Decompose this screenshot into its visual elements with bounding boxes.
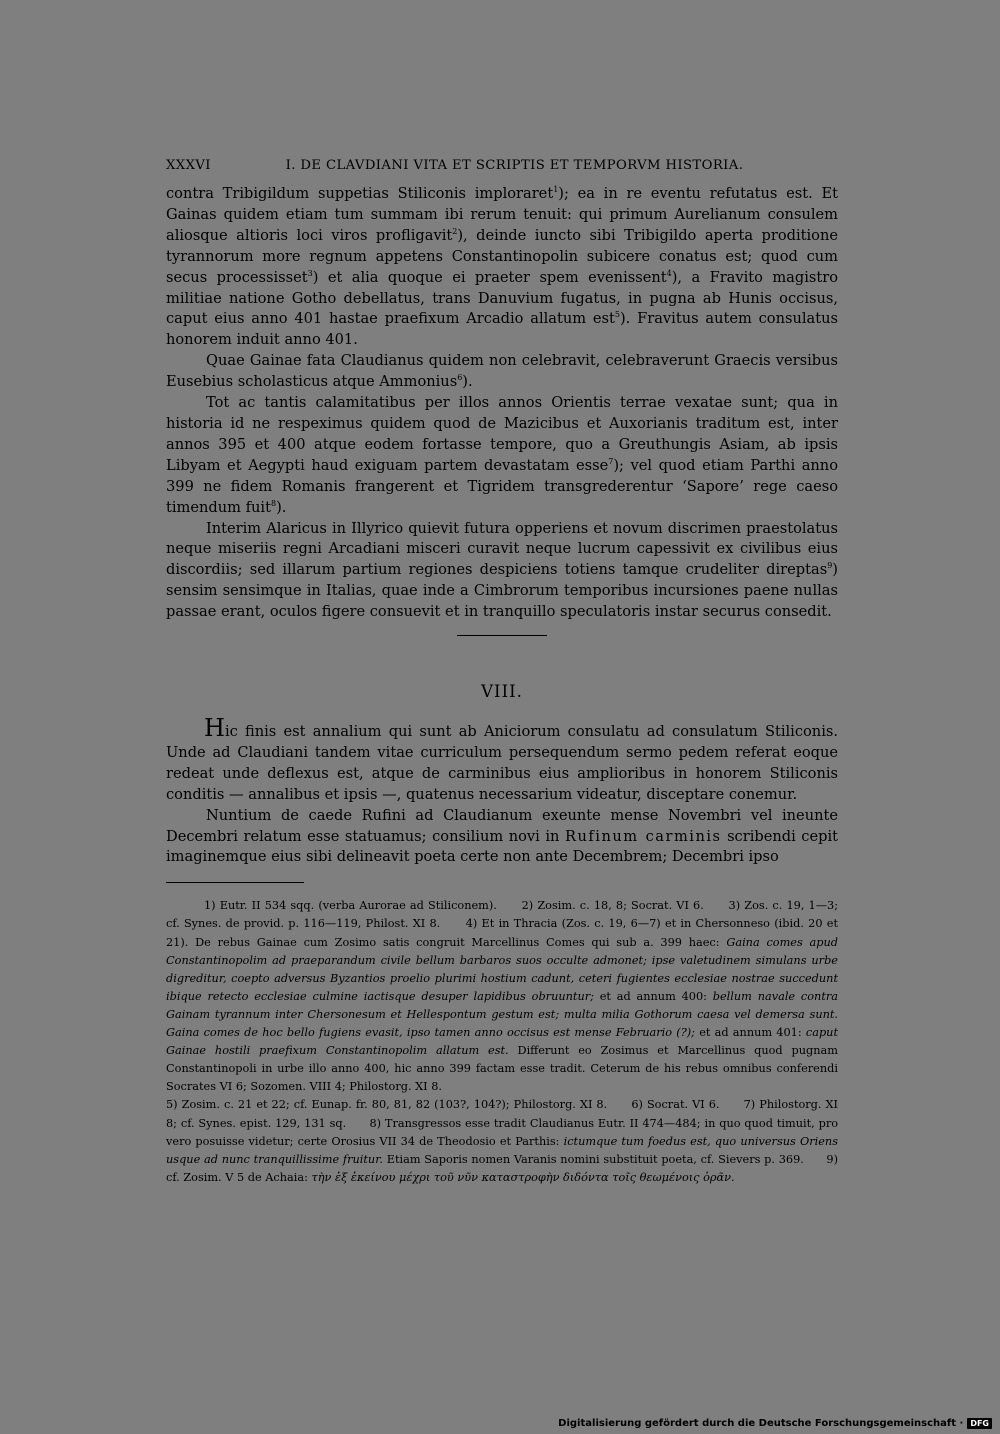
footnote-ref: 2 (452, 226, 458, 236)
text-span: ic finis est annalium qui sunt ab Aniciorum consulatu ad consulatum Stiliconis. Unde ad Claudiani tandem vitae curriculum persequendum sermo pedem referat eoque redeat unde deflexus est, atque de carminibus eius amplioribus in honorem Stiliconis conditis — annalibus et ipsis —, quatenus necessarium videatur, disceptare conemur. (166, 723, 838, 803)
footnote-4-quote: bellum navale contra Gainam tyrannum inter Chersonesum et Hellespontum gestum est; multa milia Gothorum caesa vel demersa sunt. Gaina comes de hoc bello fugiens evasit, ipso tamen anno occisus est mense Februario (?); (166, 989, 838, 1040)
footnote-8: 8) Transgressos esse tradit Claudianus Eutr. II 474—484; in quo quod timuit, pro vero posuisse videtur; certe Orosius VII 34 de Theodosio et Parthis: (166, 1116, 839, 1148)
text-span: ) sensim sensimque in Italias, quae inde a Cimbrorum temporibus incursiones paene nullas passae erant, oculos figere consuevit et in tranquillo speculatoris instar securus consedit. (166, 561, 838, 621)
footnote-1: 1) Eutr. II 534 sqq. (verba Aurorae ad Stiliconem). (204, 899, 497, 913)
paragraph-1 (166, 184, 838, 351)
footnote-ref: 1 (553, 185, 559, 195)
paragraph-3 (166, 393, 838, 518)
credit-text: Digitalisierung gefördert durch die Deutsche Forschungsgemeinschaft · (558, 1418, 964, 1429)
body-text (166, 184, 838, 623)
text-span: et ad annum 400: (593, 989, 713, 1003)
section-divider (457, 635, 547, 636)
footnote-ref: 6 (457, 373, 463, 383)
section-heading: VIII. (481, 682, 523, 702)
page-number: XXXVI (166, 158, 211, 173)
footnotes (166, 897, 838, 1187)
footnote-4-quote: Gaina comes apud Constantinopolim ad praeparandum civile bellum barbaros suos occulte admonet; ipse valetudinem simulans urbe digreditur, coepto adversus Byzantios proelio plurimi hostium cadunt, ceteri fugientes ecclesiae nostrae succedunt ibique retecto ecclesiae culmine iactisque desuper lapidibus obruuntur; (166, 935, 838, 1003)
section-text (166, 716, 838, 868)
footnote-4-quote: caput Gainae hostili praefixum Constantinopolim allatum est. (166, 1026, 838, 1058)
drop-cap: H (204, 714, 225, 743)
running-head (166, 158, 838, 184)
running-title: I. DE CLAVDIANI VITA ET SCRIPTIS ET TEMPORVM HISTORIA. (285, 158, 744, 173)
footnote-rule (166, 882, 304, 883)
text-span: Nuntium de caede Rufini ad Claudianum exeunte mense Novembri vel ineunte Decembri relatum esse statuamus; consilium novi in (166, 806, 838, 845)
text-span: ), a Fravito magistro militiae natione Gotho debellatus, trans Danuvium fugatus, in pugna ab Hunis occisus, caput eius anno 401 hastae praefixum Arcadio allatum est (166, 268, 839, 328)
text-span: Differunt eo Zosimus et Marcellinus quod pugnam Constantinopoli in urbe illo anno 400, hic anno 399 factam esse tradit. Ceterum de his rebus omnibus conferendi Socrates VI 6; Sozomen. VIII 4; Philostorg. XI 8. (166, 1044, 838, 1094)
footnote-9-greek: τὴν ἐξ ἐκείνου μέχρι τοῦ νῦν καταστροφὴν διδόντα τοῖς θεωμένοις ὁρᾶν. (311, 1170, 735, 1184)
footnote-8-quote: ictumque tum foedus est, quo universus Oriens usque ad nunc tranquillissime fruitur. (166, 1134, 838, 1166)
footnote-line (166, 897, 838, 1096)
footnote-ref: 8 (270, 498, 277, 508)
footnote-6: 6) Socrat. VI 6. (631, 1098, 720, 1112)
text-span: ) et alia quoque ei praeter spem evenissent (312, 268, 667, 286)
paragraph-4 (166, 519, 838, 624)
digitization-credit (558, 1418, 992, 1429)
footnote-9: 9) cf. Zosim. V 5 de Achaia: (166, 1152, 839, 1184)
text-span: Quae Gainae fata Claudianus quidem non celebravit, celebraverunt Graecis versibus Eusebius scholasticus atque Ammonius (166, 352, 838, 391)
footnote-7: 7) Philostorg. XI 8; cf. Synes. epist. 129, 131 sq. (166, 1098, 839, 1130)
text-span: ). (462, 373, 473, 391)
footnote-ref: 7 (608, 456, 614, 466)
footnote-ref: 5 (614, 310, 620, 320)
footnote-ref: 9 (827, 561, 833, 571)
text-span: ); vel quod etiam Parthi anno 399 ne fidem Romanis frangerent et Tigridem transgrederentur ‘Sapore’ rege caeso timendum fuit (166, 456, 838, 516)
text-span: Etiam Saporis nomen Varanis nomini substituit poeta, cf. Sievers p. 369. (382, 1152, 804, 1166)
text-span: ); ea in re eventu refutatus est. Et Gainas quidem etiam tum summam ibi rerum tenuit: qui primum Aurelianum consulem aliosque altioris loci viros profligavit (166, 185, 838, 244)
footnote-5: 5) Zosim. c. 21 et 22; cf. Eunap. fr. 80, 81, 82 (103?, 104?); Philostorg. XI 8. (166, 1098, 608, 1112)
text-span: Interim Alaricus in Illyrico quievit futura opperiens et novum discrimen praestolatus neque miseriis regni Arcadiani misceri curavit neque lucrum capessivit ex civilibus eius discordiis; sed illarum partium regiones despiciens totiens tamque crudeliter direptas (166, 519, 838, 579)
text-span: ). Fravitus autem consulatus honorem induit anno 401. (166, 310, 838, 349)
footnote-line (166, 1096, 838, 1186)
book-page (166, 158, 838, 1187)
text-span: Tot ac tantis calamitatibus per illos annos Orientis terrae vexatae sunt; qua in historia id ne respeximus quidem quod de Mazicibus et Auxorianis traditum est, inter annos 395 et 400 atque eodem fortasse tempore, quo a Greuthungis Asiam, ab ipsis Libyam et Aegypti haud exiguam partem devastatam esse (166, 394, 838, 474)
footnote-ref: 3 (307, 268, 313, 278)
spaced-title: Rufinum carminis (564, 827, 722, 845)
text-span: et ad annum 401: (694, 1026, 806, 1040)
text-span: ), deinde iuncto sibi Tribigildo aperta proditione tyrannorum more regnum appetens Constantinopolin subicere conatus est; quod cum secus processisset (166, 226, 838, 286)
footnote-2: 2) Zosim. c. 18, 8; Socrat. VI 6. (521, 899, 704, 913)
footnote-4: 4) Et in Thracia (Zos. c. 19, 6—7) et in Chersonneso (ibid. 20 et 21). De rebus Gainae cum Zosimo satis congruit Marcellinus Comes qui sub a. 399 haec: (166, 917, 839, 949)
footnote-3: 3) Zos. c. 19, 1—3; cf. Synes. de provid. p. 116—119, Philost. XI 8. (166, 899, 839, 931)
dfg-logo-icon: DFG (967, 1418, 992, 1429)
text-span: ). (276, 498, 287, 516)
footnote-ref: 4 (666, 268, 672, 278)
section-paragraph-1 (166, 716, 838, 806)
text-span: scribendi cepit imaginemque eius sibi delineavit poeta certe non ante Decembrem; Decembri ipso (166, 827, 838, 866)
text-span: contra Tribigildum suppetias Stiliconis imploraret (166, 185, 554, 202)
section-paragraph-2 (166, 806, 838, 869)
paragraph-2 (166, 351, 838, 393)
